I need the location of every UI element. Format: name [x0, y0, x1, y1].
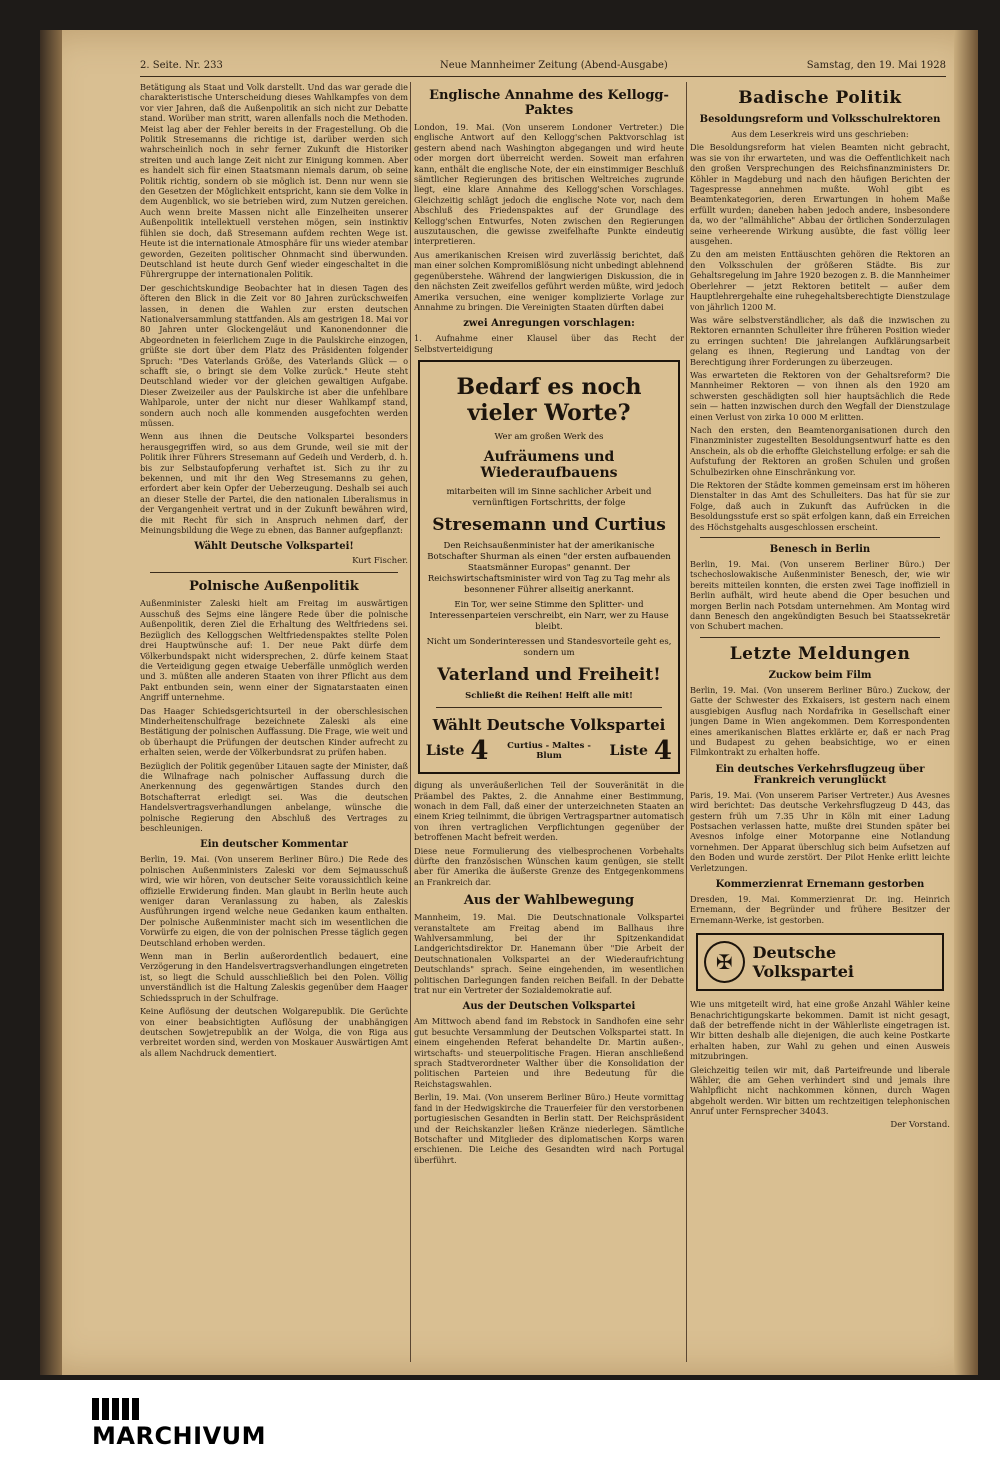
headline-baden-politics: Badische Politik: [738, 88, 902, 108]
headline-kellogg-pact: Englische Annahme des Kellogg-Paktes: [429, 88, 669, 118]
archive-logo-text: MARCHIVUM: [92, 1422, 267, 1450]
headline-latest-news: Letzte Meldungen: [729, 643, 911, 664]
article-paragraph: Die Besoldungsreform hat vielen Beamten nicht gebracht, was sie von ihr erwarteten, und was die Oeffentlichkeit nach den großen Versprechungen des Reichsfinanzministers Dr. Köhler in Magdeburg und nach den häufigen Berichten der Tagespresse annehmen mußte. Wohl gibt es Beamtenkategorien, deren Erwartungen in hohem Maße erfüllt wurden; daneben haben jedoch andere, insbesondere da, wo der "allmähliche" Abbau der örtlichen Sonderzulagen seine verheerende Wirkung ausübte, die fast völlig leer ausgehen.: [690, 142, 950, 247]
notice-signature: Der Vorstand.: [890, 1119, 950, 1130]
headline-dvp: Aus der Deutschen Volkspartei: [462, 1001, 636, 1013]
ad-list-label: Liste: [426, 743, 465, 760]
headline-election-campaign: Aus der Wahlbewegung: [463, 893, 635, 909]
article-paragraph: Berlin, 19. Mai. (Von unserem Berliner Büro.) Die Rede des polnischen Außenministers Zaleski vor dem Sejmausschuß wird, wie wir hören, von deutscher Seite voraussichtlich keine offizielle Erwiderung finden. Man glaubt in Berlin heute auch weniger daran Veranlassung zu haben, als Zaleskis Ausführungen irgend welche neue Gedanken kaum enthalten. Der polnische Außenminister macht sich im wesentlichen die Vorwürfe zu eigen, die von der polnischen Presse täglich gegen Deutschland erhoben werden.: [140, 854, 408, 948]
article-subheading: Zuckow beim Film: [768, 669, 872, 681]
article-paragraph: Berlin, 19. Mai. (Von unserem Berliner Büro.) Heute vormittag fand in der Hedwigskirche die Trauerfeier für den verstorbenen portugiesischen Gesandten in Berlin statt. Der Reichspräsident und der Reichskanzler ließen Kränze niederlegen. Sämtliche Botschafter und Mitglieder des diplomatischen Korps waren erschienen. Die Leiche des Gesandten wird nach Portugal überführt.: [414, 1092, 684, 1165]
article-paragraph: Aus amerikanischen Kreisen wird zuverlässig berichtet, daß man einer solchen Kompromißlösung nicht unbedingt ablehnend gegenüberstehe. Während der langwierigen Diskussion, die in den nächsten Zeit zweifellos geführt werden müßte, wird jedoch Amerika versuchen, eine weniger komplizierte Vorlage zur Annahme zu bringen. Die Vereinigten Staaten dürften dabei: [414, 249, 684, 312]
article-paragraph: digung als unveräußerlichen Teil der Souveränität in die Präambel des Paktes, 2. die Annahme einer Bestimmung, wonach in dem Fall, daß einer der unterzeichneten Staaten an einem Krieg teilnimmt, die übrigen Vertragspartner automatisch von ihren vertraglichen Verpflichtungen gegenüber der betroffenen Macht befreit werden.: [414, 780, 684, 843]
section-rule: [150, 572, 398, 573]
article-paragraph: Außenminister Zaleski hielt am Freitag im auswärtigen Ausschuß des Sejms eine längere Rede über die polnische Außenpolitik, deren Ziel die Erhaltung des Weltfriedens sei. Bezüglich des Kelloggschen Weltfriedenspaktes stellte Polen drei Hauptwünsche auf: 1. Der neue Pakt dürfe dem Völkerbundspakt nicht widersprechen, 2. dürfe keinem Staat die Verteidigung gegen etwaige Ueberfälle unmöglich werden und 3. müßten alle anderen Staaten von ihrer Pflicht aus dem Pakt entbunden sein, wenn einer der Signatarstaaten einen Angriff unternehme.: [140, 598, 408, 703]
ad-text: Ein Tor, wer seine Stimme den Splitter- und Interessenparteien verschreibt, ein Narr, wer zu Hause bleibt.: [429, 600, 669, 633]
ad-motto: Vaterland und Freiheit!: [437, 665, 661, 686]
masthead-rule: [140, 76, 946, 77]
ad-text: mitarbeiten will im Sinne sachlicher Arbeit und vernünftigen Fortschritts, der folge: [446, 487, 652, 509]
ad-vote-line: Wählt Deutsche Volkspartei: [432, 716, 666, 735]
headline-german-comment: Ein deutscher Kommentar: [200, 839, 348, 851]
masthead-page-number: 2. Seite. Nr. 233: [140, 60, 223, 71]
section-rule: [700, 537, 940, 538]
headline-polish-policy: Polnische Außenpolitik: [189, 579, 359, 595]
article-paragraph: Nach den ersten, den Beamtenorganisationen durch den Finanzminister zugestellten Besoldungsentwurf hatte es den Anschein, als ob die erhoffte Gleichstellung erfolge: er sah die Aufstufung der Rektoren an großen Schulen und großen Schulbezirken ohne Einschränkung vor.: [690, 424, 950, 477]
ad-rule: [436, 707, 662, 708]
article-paragraph: London, 19. Mai. (Von unserem Londoner Vertreter.) Die englische Antwort auf den Kellogg'schen Paktvorschlag ist gestern abend nach Washington abgegangen und wird heute oder morgen dort überreicht werden. Soweit man erfahren kann, enthält die englische Note, der ein einstimmiger Beschluß sämtlicher Regierungen des britischen Weltreiches zugrunde liegt, eine klare Annahme des Kellogg'schen Vorschlages. Gleichzeitig schlägt jedoch die englische Note vor, nach dem Abschluß des Friedenspaktes auf der Grundlage des Kellogg'schen Entwurfes, Noten zwischen den Regierungen auszutauschen, die gewisse zweifelhafte Punkte eindeutig interpretieren.: [414, 122, 684, 247]
section-rule: [700, 637, 940, 638]
ad-call: Schließt die Reihen! Helft alle mit!: [465, 691, 633, 702]
article-paragraph: Mannheim, 19. Mai. Die Deutschnationale Volkspartei veranstaltete am Freitag abend im Ballhaus ihre Wahlversammlung, bei der ihr Spitzenkandidat Landgerichtsdirektor Dr. Hanemann über "Die Arbeit der Deutschnationalen Volkspartei an der Wiederaufrichtung Deutschlands" sprach. Seine eingehenden, im wesentlichen politischen Darlegungen fanden reichen Beifall. In der Debatte trat nur ein Vertreter der Sozialdemokratie auf.: [414, 912, 684, 996]
article-paragraph: Wenn man in Berlin außerordentlich bedauert, eine Verzögerung in den Handelsvertragsverhandlungen eingetreten ist, so liegt die Schuld ausschließlich bei den Polen. Völlig unverständlich ist die Haltung Zaleskis gegenüber dem Haager Schiedsspruch in der Schulfrage.: [140, 951, 408, 1003]
article-paragraph: Am Mittwoch abend fand im Rebstock in Sandhofen eine sehr gut besuchte Versammlung der Deutschen Volkspartei statt. In einem eingehenden Referat behandelte Dr. Martin außen-, wirtschafts- und steuerpolitische Fragen. Hieran anschließend sprach Stadtverordneter Walther über die Konsolidation der politischen Parteien und ihre Bedeutung für die Reichstagswahlen.: [414, 1016, 684, 1089]
dvp-notice-title: Deutsche Volkspartei: [752, 943, 854, 982]
article-subheading: Besoldungsreform und Volksschulrektoren: [699, 114, 941, 125]
column-right: [690, 82, 950, 1362]
column-left: [140, 82, 408, 1362]
ad-text: Wer am großen Werk des: [494, 432, 604, 443]
ad-headline: Bedarf es noch vieler Worte?: [456, 374, 642, 427]
article-paragraph: Die Rektoren der Städte kommen gemeinsam erst im höheren Dienstalter in das Amt des Schulleiters. Das hat für sie zur Folge, daß auch in Zukunft das Aufrücken in die Besoldungsstufe erst so spät erfolgen kann, daß ein Erreichen des Höchstgehalts ausgeschlossen erscheint.: [690, 480, 950, 532]
article-paragraph: Keine Auflösung der deutschen Wolgarepublik. Die Gerüchte von einer beabsichtigten Auflösung der unabhängigen deutschen Sowjetrepublik an der Wolga, die von Riga aus verbreitet worden sind, werden von Moskauer Auswärtigen Amt als allem Nachdruck dementiert.: [140, 1006, 408, 1058]
article-author: Kurt Fischer.: [352, 556, 408, 567]
article-paragraph: Was wäre selbstverständlicher, als daß die inzwischen zu Rektoren ernannten Schulleiter ihre früheren Position wieder zu erringen suchten! Die jahrelangen Aufklärungsarbeit gelang es ihnen, Regierung und Landtag von der Berechtigung ihrer Forderungen zu überzeugen.: [690, 314, 950, 367]
article-paragraph: Aus dem Leserkreis wird uns geschrieben:: [731, 129, 909, 139]
election-advertisement: [418, 360, 680, 774]
masthead-title: Neue Mannheimer Zeitung (Abend-Ausgabe): [440, 60, 668, 71]
column-divider: [410, 82, 411, 1362]
article-paragraph: Gleichzeitig teilen wir mit, daß Parteifreunde und liberale Wähler, die am Gehen verhindert sind und jemals ihre Wahlpflicht nicht nachkommen können, durch Wagen abgeholt werden. Wir bitten um rechtzeitigen telephonischen Anruf unter Fernsprecher 34043.: [690, 1064, 950, 1117]
ad-text: Nicht um Sonderinteressen und Standesvorteile geht es, sondern um: [426, 637, 672, 659]
headline-benesch: Benesch in Berlin: [769, 544, 871, 556]
ad-list-row: [426, 736, 672, 766]
ad-list-label: Liste: [609, 743, 648, 760]
article-paragraph: Diese neue Formulierung des vielbesprochenen Vorbehalts dürfte den französischen Wünschen kaum genügen, sie stellt aber für Amerika die äußerste Grenze des Entgegenkommens an Frankreich dar.: [414, 845, 684, 887]
article-paragraph: Paris, 19. Mai. (Von unserem Pariser Vertreter.) Aus Avesnes wird berichtet: Das deutsche Verkehrsflugzeug D 443, das gestern früh um 7.35 Uhr in Köln mit einer Ladung Postsachen verlassen hatte, mußte drei Stunden später bei Avesnos infolge einer Motorpanne eine Notlandung vornehmen. Der Apparat überschlug sich beim Aufsetzen auf den Boden und wurde zerstört. Der Pilot Henke erlitt leichte Verletzungen.: [690, 789, 950, 873]
ad-subheading: Aufräumens und Wiederaufbauens: [480, 449, 618, 482]
archive-logo-icon: [92, 1398, 139, 1420]
article-subheading: zwei Anregungen vorschlagen:: [463, 318, 635, 330]
article-paragraph: Das Haager Schiedsgerichtsurteil in der oberschlesischen Minderheitenschulfrage bezeichnete Zaleski als eine Bestätigung der polnischen Auffassung. Die Frage, wie weit und ob überhaupt die Prüfungen der deutschen Kinder aufrecht zu erhalten seien, werde der Völkerbundsrat zu prüfen haben.: [140, 705, 408, 758]
article-paragraph: Berlin, 19. Mai. (Von unserem Berliner Büro.) Der tschechoslowakische Außenminister Benesch, der, wie wir bereits mitteilen konnten, die ersten zwei Tage inoffiziell in Berlin aufhält, wird heute abend die Oper besuchen und morgen Berlin nach Potsdam unternehmen. Am Montag wird dann Benesch den angekündigten Besuch bei Staatssekretär von Schubert machen.: [690, 559, 950, 632]
article-slogan: Wählt Deutsche Volkspartei!: [194, 541, 354, 553]
dvp-notice-box: [696, 933, 944, 991]
page-spine: [40, 30, 62, 1375]
ad-candidates-heading: Stresemann und Curtius: [432, 515, 666, 536]
article-subheading: Kommerzienrat Ernemann gestorben: [715, 878, 925, 890]
column-divider: [686, 82, 687, 1362]
article-paragraph: 1. Aufnahme einer Klausel über das Recht der Selbstverteidigung: [414, 333, 684, 354]
newspaper-page: [40, 30, 978, 1375]
article-paragraph: Zu den am meisten Enttäuschten gehören die Rektoren an den Volksschulen der größeren Städte. Bis zur Gehaltsregelung im Jahre 1920 bezogen z. B. die Mannheimer Oberlehrer — jetzt Rektoren betitelt — außer dem Hauptlehrergehalte eine ruhegehaltsberechtigte Dienstzulage von jährlich 1200 M.: [690, 249, 950, 312]
article-paragraph: Dresden, 19. Mai. Kommerzienrat Dr. ing. Heinrich Ernemann, der Begründer und frühere Besitzer der Ernemann-Werke, ist gestorben.: [690, 893, 950, 925]
masthead-date: Samstag, den 19. Mai 1928: [806, 60, 946, 71]
ad-text: Den Reichsaußenminister hat der amerikanische Botschafter Shurman als einen "der ersten aufbauenden Staatsmänner Europas" genannt. Der Reichswirtschaftsminister wird von Tag zu Tag mehr als besonnener Führer allseitig anerkannt.: [427, 541, 671, 596]
page-edge: [954, 30, 978, 1375]
article-paragraph: Berlin, 19. Mai. (Von unserem Berliner Büro.) Zuckow, der Gatte der Schwester des Exkaisers, ist gestern nach einem ausgiebigen Ausflug nach Nordafrika in Gesellschaft einer jungen Dame in Wien angekommen. Dem Korrespondenten eines amerikanischen Blattes erklärte er, daß er nach Prag und Budapest zu gehen beabsichtige, wo er einen Filmkontrakt zu erhalten hoffe.: [690, 684, 950, 758]
article-paragraph: Wenn aus ihnen die Deutsche Volkspartei besonders herausgegriffen wird, so aus dem Grunde, weil sie mit der Politik ihrer Führers Stresemann auf Gedeih und Verderb, d. h. bis zur Selbstaufopferung verhaftet ist. Sich zu ihr zu bekennen, und mit ihr den Weg Stresemanns zu gehen, erfordert aber kein Opfer der Ueberzeugung. Deshalb sei auch an dieser Stelle der Partei, die den nationalen Liberalismus in der Vergangenheit vertrat und in der Zukunft bewähren wird, die mit Recht für sich in Anspruch nehmen darf, der Meinungsbildung die Wege zu ebnen, das Banner aufgepflanzt:: [140, 431, 408, 536]
article-paragraph: Bezüglich der Politik gegenüber Litauen sagte der Minister, daß die Wilnafrage nach polnischer Auffassung durch die Anerkennung des gegenwärtigen Standes durch den Botschafterrat erledigt sei. Was die deutschen Handelsvertragsverhandlungen anbelange, wünsche die polnische Regierung den Abschluß des Vertrages zu beschleunigen.: [140, 760, 408, 833]
article-paragraph: Was erwarteten die Rektoren von der Gehaltsreform? Die Mannheimer Rektoren — von ihnen als den 1920 am schwersten geschädigten soll hier hauptsächlich die Rede sein — hatten inzwischen durch den Wegfall der Dienstzulage einen Verlust von zirka 10 000 M erlitten.: [690, 369, 950, 422]
eagle-emblem-icon: ✠: [704, 941, 745, 983]
ad-list-number: 4: [470, 736, 489, 767]
article-paragraph: Wie uns mitgeteilt wird, hat eine große Anzahl Wähler keine Benachrichtigungskarte bekommen. Damit ist nicht gesagt, daß der betreffende nicht in der Wählerliste eingetragen ist. Wir bitten deshalb alle diejenigen, die auch keine Postkarte erhalten haben, zur Wahl zu gehen und einen Ausweis mitzubringen.: [690, 999, 950, 1062]
article-subheading: Ein deutsches Verkehrsflugzeug über Frankreich verunglückt: [715, 763, 925, 786]
article-paragraph: Der geschichtskundige Beobachter hat in diesen Tagen des öfteren den Blick in die Zeit vor 80 Jahren zurückschweifen lassen, in denen die Wahlen zur ersten deutschen Nationalversammlung stattfanden. Als am gestrigen 18. Mai vor 80 Jahren unter Glockengeläut und Kanonendonner die Abgeordneten in feierlichem Zuge in die Paulskirche einzogen, grüßte sie dort über dem Platz des Präsidenten folgender Spruch: "Des Vaterlands Größe, des Vaterlands Glück — o schafft sie, o bringt sie dem Volke zurück." Heute steht Deutschland wieder vor der gleichen gewaltigen Aufgabe. Dieser Zweizeiler aus der Paulskirche ist aber die unfehlbare Wahlparole, unter der nicht nur dieser Wahlkampf stand, sondern auch noch alle kommenden ausgefochten werden müssen.: [140, 282, 408, 428]
ad-list-number: 4: [653, 736, 672, 767]
ad-list-candidates: Curtius - Maltes - Blum: [507, 741, 591, 762]
column-middle: [414, 82, 684, 1362]
article-paragraph: Betätigung als Staat und Volk darstellt. Und das war gerade die charakteristische Unterscheidung dieses Wahlkampfes von dem vor vier Jahren, daß die Außenpolitik an sich nicht zur Debatte stand. Worüber man stritt, waren allenfalls noch die Methoden. Meist lag aber der Fehler bereits in der Fragestellung. Ob die Politik Stresemanns die richtige ist, darüber werden sich wahrscheinlich noch in sehr ferner Zukunft die Historiker streiten und auch lange Zeit nicht zur Einigung kommen. Aber es handelt sich für einen Staatsmann niemals darum, ob seine Politik richtig, sondern ob sie möglich ist. Denn nur wenn sie den Gesetzen der Möglichkeit entspricht, kann sie dem Volke in dem Augenblick, wo sie betrieben wird, zum Nutzen gereichen. Auch wenn breite Massen nicht alle Einzelheiten unserer Außenpolitik intellektuell verstehen mögen, sein instinktiv fühlen sie doch, daß Stresemann aufdem rechten Wege ist. Heute ist die internationale Atmosphäre für uns wieder atembar geworden, Gezeiten politischer Ohnmacht sind überwunden. Deutschland ist heute durch Genf wieder eingeschaltet in die Führergruppe der internationalen Politik.: [140, 82, 408, 280]
